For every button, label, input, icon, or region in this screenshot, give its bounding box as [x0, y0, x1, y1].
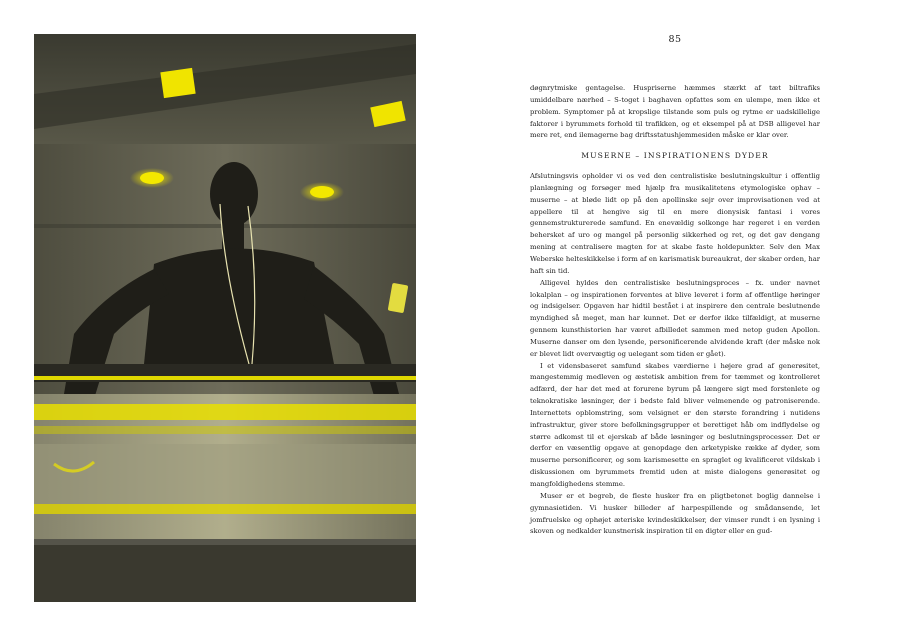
body-paragraph: Alligevel hyldes den centralistiske beslutningsproces – fx. under navnet lokalplan – og inspirationen forventes at blive leveret i form af offentlige høringer og indsigelser. Opgaven har hidtil bestået i at inspirere den centrale beslutnende myndighed så meget, man har kunnet. Det er derfor ikke tilfældigt, at muserne gennem kunsthistorien har været afbilledet sammen med netop guden Apollon. Muserne danser om den lysende, personificerende alvidende kraft (der måske nok er blevet lidt overvægtig og uelegant som tiden er gået). — [530, 278, 820, 358]
subway-platform-photo — [34, 34, 416, 602]
body-paragraph: Afslutningsvis opholder vi os ved den centralistiske beslutningskultur i offentlig planlægning og forsøger med hjælp fra musikalitetens etymologiske ophav – muserne – at bløde lidt op på den apollinske sejr over improvisationen ved at appellere til at hengive sig til en mere dionysisk fantasi i vores gennemstrukturerede samfund. En enevældig solkonge har regeret i en verden behersket af uro og mangel på personlig sikkerhed og ret, og det gav dengang mening at centralisere magten for at skabe faste holdepunkter. Selv den Max Weberske helteskikkelse i form af en karismatisk bureaukrat, der skaber orden, har haft sin tid. — [530, 172, 820, 275]
page-number: 85 — [668, 34, 682, 45]
subway-platform-photo-icon — [34, 34, 416, 602]
section-heading: MUSERNE – INSPIRATIONENS DYDER — [581, 151, 769, 161]
body-paragraph: I et vidensbaseret samfund skabes værdierne i højere grad af generøsitet, mangestemmig medleven og æstetisk ambition frem for tæmmet og kontrolleret adfærd, der har det med at forurene byrum på længere sigt med forstenlete og teknokratiske løsninger, der i bedste fald bliver velmenende og patroniserende. Internettets opblomstring, som velsignet er den største forandring i nutidens infrastruktur, giver store befolkningsgrupper et berettiget håb om indflydelse og større adkomst til et ejerskab af både løsninger og beslutningsprocesser. Det er derfor en væsentlig opgave at genopdage den arketypiske række af dyder, som muserne personificerer, og som karismesette en spraglet og kvalificeret vildskab i diskussionen om byrummets fremtid uden at miste dialogens generøsitet og mangfoldighedens stemme. — [530, 361, 820, 488]
body-paragraph: Muser er et begreb, de fleste husker fra en pligtbetonet boglig dannelse i gymnasietiden. Vi husker billeder af harpespillende og smådansende, let jomfruelske og ophøjet æteriske kvindeskikkelser, der vimser rundt i en lysning i skoven og nedkalder kunstnerisk inspiration til en digter eller en gud- — [530, 491, 820, 536]
text-column — [530, 83, 820, 538]
intro-paragraph: døgnrytmiske gentagelse. Huspriserne hæmmes stærkt af tæt biltrafiks umiddelbare nærhed – S-toget i baghaven opfattes som en ulempe, men ikke et problem. Symptomer på at kropslige tilstande som puls og rytme er uadskillelige faktorer i byrummets forhold til trafikken, og et eksempel på at DSB alligevel har mere ret, end ilemagerne bag driftsstatushjemmesiden måske er klar over. — [530, 84, 820, 140]
